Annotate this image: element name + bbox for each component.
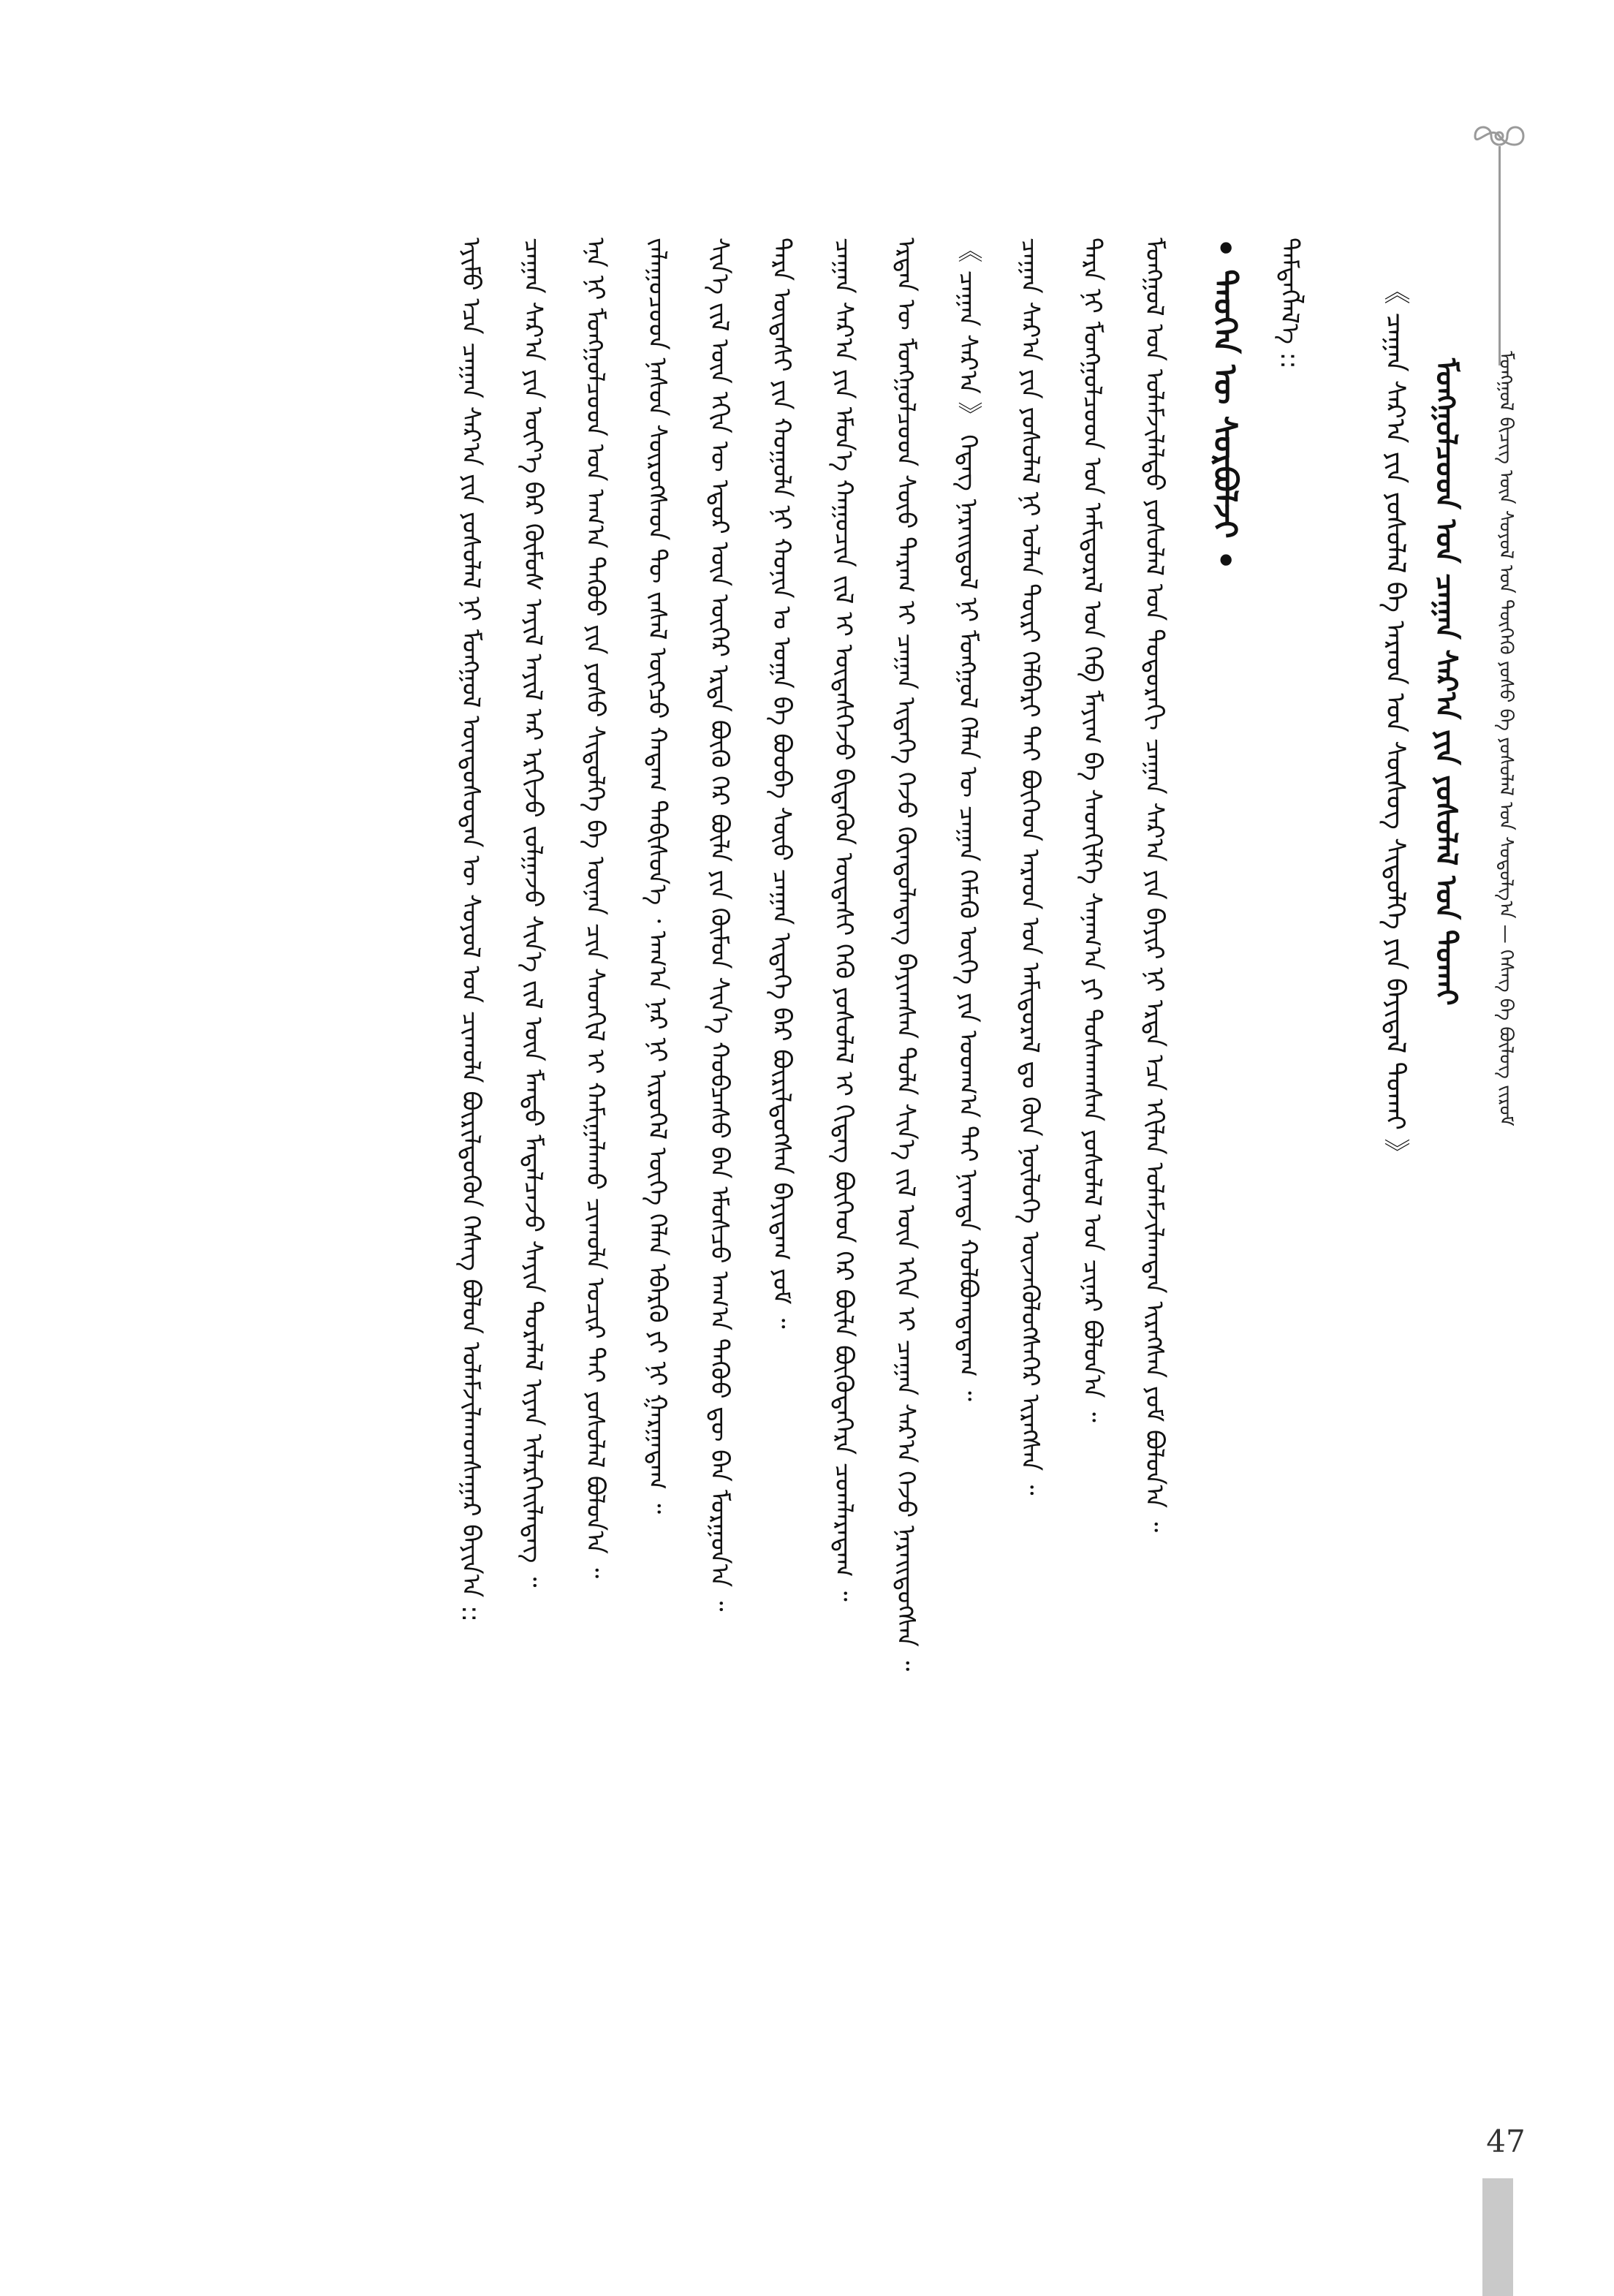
body-column: ᠡᠶᠢᠮᠦ ᠡᠴᠡ ᠴᠠᠭᠠᠨ ᠰᠠᠷ᠎ᠠ ᠶᠢᠨ ᠶᠣᠰᠣᠯᠠᠯ ᠨᠢ ᠮᠣᠩᠭᠣᠯ ᠦᠨᠳᠦᠰᠦᠲᠡᠨ ᠦ ᠰᠣᠶᠣᠯ ᠤᠨ ᠴᠢᠬᠤᠯᠠ ᠪᠦᠷᠢᠯᠳᠦᠬᠦᠨ ᠬᠡᠰᠡᠭ ᠪᠣᠯᠤᠨ ᠤᠯᠠᠮᠵᠢᠯᠠᠭᠳᠰᠠᠭᠠᠷ ᠪᠠᠶᠢᠨ᠎ᠠ :: (456, 238, 485, 1623)
article-title: ᠮᠣᠩᠭᠣᠯᠴᠤᠳ ᠤᠨ ᠴᠠᠭᠠᠨ ᠰᠠᠷ᠎ᠠ ᠶᠢᠨ ᠶᠣᠰᠣᠯᠠᠯ ᠤᠨ ᠲᠤᠬᠠᠢ (1429, 358, 1463, 1006)
page-number: 47 (1486, 2123, 1526, 2159)
intro-fragment: ᠲᠡᠮᠳᠡᠭᠯᠡᠯ᠎ᠡ :: (1275, 238, 1304, 369)
body-column: ᠴᠠᠭᠠᠨ ᠰᠠᠷ᠎ᠠ ᠶᠢᠨ ᠦᠶ᠎ᠡ ᠪᠡᠷ ᠬᠦᠮᠦᠰ ᠠᠶᠢᠯ ᠠᠶᠢᠯ ᠠᠷ ᠡᠷᠭᠢᠵᠦ ᠵᠣᠯᠭᠠᠵᠤ ᠰᠢᠨ᠎ᠡ ᠵᠢᠯ ᠦᠨ ᠮᠡᠨᠳᠦ ᠮᠡᠳᠡᠯᠴᠡᠵᠦ ᠰᠠᠶᠢᠨ ᠳᠤᠷᠠᠯᠠᠯ ᠢᠶᠡᠨ ᠢᠯᠡᠷᠬᠡᠢᠯᠡᠳᠡᠭ ᠃ (518, 238, 548, 1588)
article-subtitle: 《 ᠴᠠᠭᠠᠨ ᠰᠠᠷ᠎ᠠ ᠶᠢᠨ ᠶᠣᠰᠣᠯᠠᠯ ᠪᠠ ᠠᠷᠠᠳ ᠤᠨ ᠰᠦᠰᠦᠭ ᠰᠢᠲᠦᠯᠭᠡ ᠶᠢᠨ ᠪᠠᠶᠢᠳᠠᠯ ᠲᠤᠬᠠᠢ 》 (1380, 278, 1410, 1165)
body-column: ᠰᠢᠨ᠎ᠡ ᠵᠢᠯ ᠦᠨ ᠡᠬᠢᠨ ᠦ ᠡᠳᠦᠷ ᠦᠨ ᠦᠭᠡᠷ ᠡᠷᠲᠡ ᠪᠦᠬᠦ ᠭᠡᠷ ᠪᠦᠯᠡ ᠶᠢᠨ ᠬᠦᠮᠦᠨ ᠰᠢᠨ᠎ᠡ ᠬᠤᠪᠴᠠᠰᠤ ᠪᠡᠨ ᠡᠮᠦᠰᠴᠦ ᠠᠬ᠎ᠠ ᠳᠡᠭᠦᠦ ᠳᠦ ᠪᠡᠨ ᠮᠣᠷᠭᠣᠨ᠎ᠠ ᠃ (705, 238, 734, 1612)
body-column: ᠲᠡᠷᠡ ᠦᠳᠡᠰᠢ ᠶᠢᠨ ᠬᠣᠭᠣᠯᠠ ᠨᠢ ᠬᠣᠨᠢᠨ ᠤ ᠤᠭᠠ ᠪᠠ ᠪᠣᠣᠪᠠ ᠰᠦᠦ ᠴᠠᠭᠠᠨ ᠢᠳᠡᠭᠡ ᠪᠡᠷ ᠪᠦᠷᠢᠯᠳᠦᠭᠰᠡᠨ ᠪᠠᠶᠢᠳᠠᠭ ᠶᠤᠮ ᠃ (767, 238, 796, 1329)
body-column: ᠮᠣᠩᠭᠣᠯ ᠤᠨ ᠤᠯᠠᠮᠵᠢᠯᠠᠯᠳᠤ ᠶᠣᠰᠣᠯᠠᠯ ᠤᠨ ᠳᠣᠲᠣᠷᠠᠬᠢ ᠴᠠᠭᠠᠨ ᠰᠠᠷ᠎ᠠ ᠶᠢᠨ ᠪᠠᠶᠢᠷ ᠨᠢ ᠡᠷᠲᠡ ᠡᠴᠡ ᠡᠬᠢᠯᠡᠨ ᠤᠯᠠᠮᠵᠢᠯᠠᠭᠳᠠᠨ ᠢᠷᠡᠭᠰᠡᠨ ᠶᠤᠮ ᠪᠣᠯᠤᠨ᠎ᠠ ᠃ (1140, 238, 1169, 1533)
running-head: ᠮᠣᠩᠭᠣᠯ ᠪᠢᠴᠢᠭ᠌ ᠦᠨ ᠰᠣᠶᠣᠯ ᠤᠨ ᠲᠦᠭᠡᠬᠦ ᠶᠣᠰᠣ ᠪᠠ ᠶᠣᠰᠣᠯᠠᠯ ᠤᠨ ᠰᠤᠳᠤᠯᠭ᠎ᠠ — ᠬᠡᠰᠡᠭ ᠪᠠ ᠪᠦᠯᠦᠭ ᠵᠢᠷᠤᠮ (1495, 351, 1517, 1126)
body-column: ᠵᠠᠯᠠᠭᠤᠴᠤᠳ ᠨᠠᠰᠤᠨ ᠰᠦᠷᠦᠭᠰᠡᠳ ᠲᠦ ᠵᠠᠰᠠᠯ ᠦᠭᠴᠦ ᠬᠠᠳᠠᠭ ᠳᠡᠪᠢᠰᠦᠨ᠎ᠡ ᠂ ᠠᠬ᠎ᠠ ᠨᠠᠷ ᠨᠢ ᠢᠷᠥᠭᠡᠯ ᠦᠭᠡ ᠬᠡᠯᠡᠨ ᠡᠪᠡᠷᠬᠦ ᠶᠢ ᠨᠢ ᠭᠠᠷᠭᠠᠳᠠᠭ ᠃ (643, 238, 672, 1515)
body-column: ᠲᠡᠷᠡ ᠨᠢ ᠮᠣᠩᠭᠣᠯᠴᠤᠳ ᠤᠨ ᠠᠮᠢᠳᠤᠷᠠᠯ ᠤᠨ ᠬᠡᠪ ᠮᠠᠶᠢᠭ ᠪᠠ ᠰᠡᠳᠬᠢᠯᠭᠡ ᠰᠠᠨᠠᠭ᠎ᠠ ᠶᠢ ᠲᠤᠰᠬᠠᠭᠰᠠᠨ ᠶᠣᠰᠣᠯᠠᠯ ᠤᠨ ᠴᠢᠨᠠᠷ ᠪᠣᠯᠤᠨ᠎ᠠ ᠃ (1077, 238, 1107, 1422)
body-column: 《 ᠴᠠᠭᠠᠨ ᠰᠠᠷ᠎ᠠ 》 ᠭᠡᠳᠡᠭ ᠨᠡᠷᠡᠢᠳᠦᠯ ᠨᠢ ᠮᠣᠩᠭᠣᠯ ᠬᠡᠯᠡᠨ ᠦ ᠴᠠᠭᠠᠨ ᠬᠡᠮᠡᠬᠦ ᠦᠭᠡ ᠶᠢᠨ ᠤᠳᠬ᠎ᠠ ᠲᠠᠢ ᠨᠢᠭᠲᠠ ᠬᠣᠯᠪᠣᠭᠳᠠᠳᠠᠭ ᠃ (953, 238, 982, 1401)
body-column: ᠴᠠᠭᠠᠨ ᠰᠠᠷ᠎ᠠ ᠶᠢᠨ ᠶᠣᠰᠣᠯᠠᠯ ᠨᠢ ᠣᠯᠠᠨ ᠳᠦᠷᠢ ᠬᠡᠯᠪᠡᠷᠢ ᠲᠡᠢ ᠪᠥᠭᠡᠳ ᠠᠷᠠᠳ ᠤᠨ ᠠᠮᠢᠳᠤᠷᠠᠯ ᠳᠤ ᠭᠦᠨ ᠨᠥᠯᠦᠭᠡ ᠦᠵᠡᠭᠦᠯᠦᠭᠰᠡᠭᠡᠷ ᠢᠷᠡᠭᠰᠡᠨ ᠃ (1015, 238, 1045, 1496)
side-thumb-tab (1482, 2178, 1513, 2296)
body-column: ᠡᠨᠡ ᠨᠢ ᠮᠣᠩᠭᠣᠯᠴᠤᠳ ᠤᠨ ᠠᠬ᠎ᠠ ᠳᠡᠭᠦᠦ ᠶᠢᠨ ᠶᠣᠰᠣ ᠰᠢᠲᠦᠯᠭᠡ ᠪᠠ ᠦᠨᠡᠨ ᠴᠢᠨ ᠰᠡᠳᠬᠢᠯ ᠢ ᠬᠠᠮᠢᠭᠠᠯᠠᠬᠤ ᠴᠢᠬᠤᠯᠠ ᠤᠴᠢᠷ ᠲᠠᠢ ᠶᠣᠰᠣᠯᠠᠯ ᠪᠣᠯᠤᠨ᠎ᠠ ᠃ (580, 238, 610, 1579)
section-heading: • ᠲᠡᠦᠬᠡᠨ ᠦ ᠰᠤᠷᠪᠤᠯᠵᠢ • (1206, 238, 1243, 571)
body-column: ᠡᠷᠲᠡᠨ ᠦ ᠮᠣᠩᠭᠣᠯᠴᠤᠳ ᠰᠦᠦ ᠲᠠᠷᠠᠭ ᠢ ᠴᠠᠭᠠᠨ ᠢᠳᠡᠭᠡ ᠭᠡᠵᠦ ᠬᠦᠨᠳᠦᠯᠡᠳᠡᠭ ᠪᠠᠶᠢᠭᠰᠠᠨ ᠲᠤᠯᠠ ᠰᠢᠨ᠎ᠡ ᠵᠢᠯ ᠦᠨ ᠡᠬᠢᠨ ᠢ ᠴᠠᠭᠠᠨ ᠰᠠᠷ᠎ᠠ ᠭᠡᠵᠦ ᠨᠡᠷᠡᠢᠳᠦᠭᠰᠡᠨ ᠃ (891, 238, 920, 1672)
header-rule (1499, 146, 1501, 365)
body-column: ᠴᠠᠭᠠᠨ ᠰᠠᠷ᠎ᠠ ᠶᠢᠨ ᠡᠮᠦᠨ᠎ᠡ ᠬᠠᠭᠤᠴᠢᠨ ᠵᠢᠯ ᠢ ᠦᠳᠡᠰᠬᠡᠵᠦ ᠪᠢᠳᠡᠭᠦᠨ ᠦᠳᠡᠰᠢ ᠭᠡᠬᠦ ᠶᠣᠰᠣᠯᠠᠯ ᠢ ᠬᠢᠳᠡᠭ ᠪᠥᠭᠡᠳ ᠭᠡᠷ ᠪᠦᠯᠡ ᠪᠦᠭᠦᠳᠡᠭᠡᠷᠡ ᠴᠤᠭᠯᠠᠷᠠᠳᠠᠭ ᠃ (829, 238, 858, 1602)
